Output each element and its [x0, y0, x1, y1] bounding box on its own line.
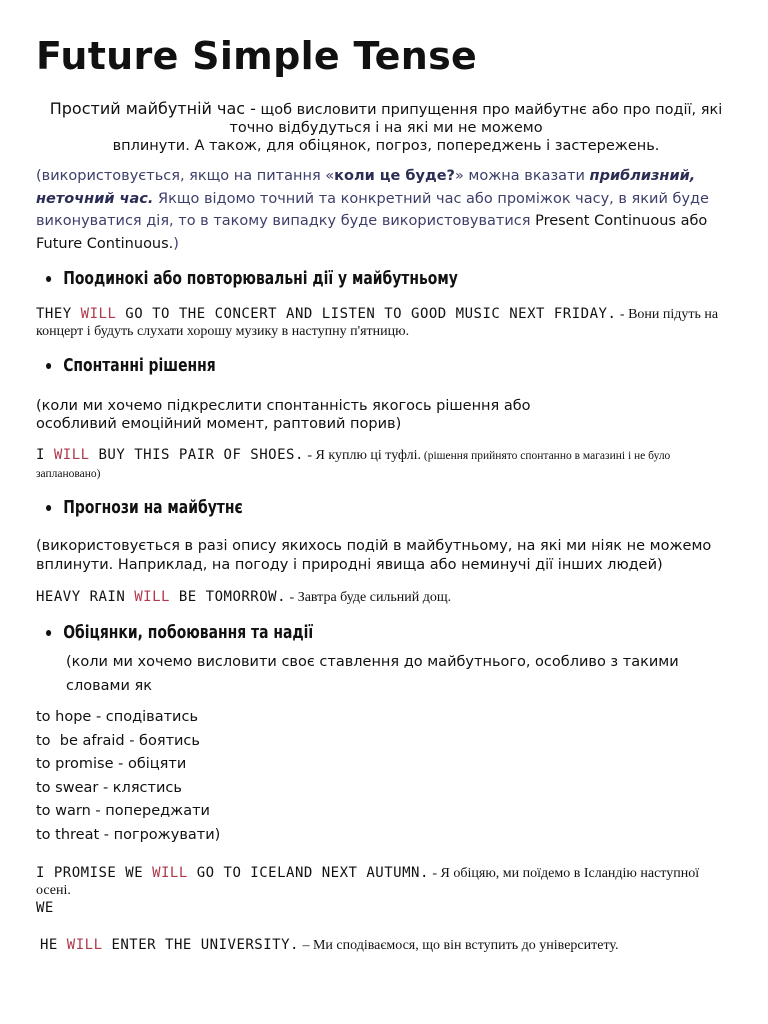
example-sentence	[36, 306, 736, 340]
note-text: )	[173, 235, 179, 252]
intro-lead: Простий майбутній час -	[49, 99, 256, 118]
example-sentence	[40, 937, 740, 954]
example-comment: (рішення прийнято спонтанно в магазині і не було заплановано)	[36, 450, 671, 480]
example-will: WILL	[152, 865, 188, 881]
note-text: » можна вказати	[454, 168, 590, 184]
section-heading-text: Спонтанні рішення	[63, 355, 216, 376]
example-will: WILL	[66, 937, 103, 953]
usage-note	[36, 165, 716, 255]
list-item: to threat - погрожувати)	[36, 826, 221, 843]
example-translation: Я обіцяю, ми поїдемо в Ісландію наступної осені.	[36, 866, 700, 898]
orphan-word	[36, 900, 736, 917]
example-will: WILL	[80, 306, 117, 322]
section-heading-text: Прогнози на майбутнє	[63, 497, 243, 518]
list-item: to hope - сподіватись	[36, 709, 198, 725]
example-en: ENTER THE UNIVERSITY.	[102, 937, 299, 953]
example-translation: Я куплю ці туфлі.	[315, 448, 421, 463]
section-explanation	[36, 397, 531, 433]
example-dash: -	[428, 866, 441, 881]
explanation-line: (коли ми хочемо підкреслити спонтанність якогось рішення або	[36, 398, 531, 414]
example-en: BE TOMORROW.	[169, 589, 287, 605]
section-heading-text: Поодинокі або повторювальні дії у майбутньому	[63, 268, 458, 289]
page-title: Future Simple Tense	[36, 34, 478, 78]
example-en: THEY	[36, 306, 81, 322]
section-explanation	[66, 650, 706, 698]
section-heading	[46, 622, 313, 643]
note-text: (використовується, якщо на питання «	[36, 168, 335, 184]
example-en: I PROMISE WE	[36, 865, 153, 881]
example-en: WE	[36, 900, 54, 916]
example-dash: -	[303, 448, 316, 463]
bullet-icon	[46, 363, 51, 369]
example-translation: Вони підуть на концерт і будуть слухати хорошу музику в наступну п'ятницю.	[36, 307, 719, 339]
explanation-line: (використовується в разі опису якихось подій в майбутньому, на які ми ніяк не можемо вплинути. Наприклад, на погоду і природні явища або неминучі дії інших людей)	[36, 538, 712, 573]
explanation-line: особливий емоційний момент, раптовий порив)	[36, 416, 402, 432]
example-will: WILL	[134, 589, 170, 605]
example-dash: -	[286, 590, 298, 605]
note-text: Якщо відомо точний та конкретний час або проміжок часу, в який буде виконуватися дія, то в такому випадку буде використовуватися	[36, 190, 709, 229]
explanation-line: (коли ми хочемо висловити своє ставлення до майбутнього, особливо з такими словами як	[66, 654, 679, 694]
example-en: GO TO ICELAND NEXT AUTUMN.	[187, 865, 429, 881]
note-tenses: Present Continuous або Future Continuous.	[36, 213, 708, 252]
verb-list	[36, 706, 220, 847]
bullet-icon	[46, 630, 51, 636]
section-heading	[46, 268, 458, 289]
bullet-icon	[46, 505, 51, 511]
intro-line1: щоб висловити припущення про майбутнє або про події, які точно відбудуться і на які ми не можемо	[229, 102, 723, 136]
example-will: WILL	[53, 447, 90, 463]
example-translation: Ми сподіваємося, що він вступить до університету.	[312, 938, 619, 953]
intro-paragraph	[36, 100, 736, 155]
intro-line2: вплинути. А також, для обіцянок, погроз, попереджень і застережень.	[112, 138, 660, 154]
example-sentence	[36, 447, 736, 483]
example-sentence	[36, 865, 736, 899]
note-approx-time: приблизний, неточний час.	[36, 168, 696, 207]
section-heading-text: Обіцянки, побоювання та надії	[63, 622, 314, 643]
example-en: GO TO THE CONCERT AND LISTEN TO GOOD MUSIC NEXT FRIDAY.	[116, 306, 617, 322]
example-en: BUY THIS PAIR OF SHOES.	[89, 447, 304, 463]
example-en: HEAVY RAIN	[36, 589, 135, 605]
list-item: to warn - попереджати	[36, 803, 210, 819]
example-translation: Завтра буде сильний дощ.	[297, 590, 452, 605]
section-explanation	[36, 537, 726, 575]
example-sentence	[36, 589, 736, 606]
bullet-icon	[46, 276, 51, 282]
list-item: to be afraid - боятись	[36, 732, 200, 749]
list-item: to promise - обіцяти	[36, 756, 187, 772]
note-question: коли це буде?	[334, 168, 455, 184]
list-item: to swear - клястись	[36, 779, 182, 796]
section-heading	[46, 497, 243, 518]
example-en: HE	[40, 937, 67, 953]
section-heading	[46, 355, 216, 376]
example-en: I	[36, 447, 54, 463]
example-dash: –	[298, 938, 313, 953]
example-dash: -	[616, 307, 629, 322]
